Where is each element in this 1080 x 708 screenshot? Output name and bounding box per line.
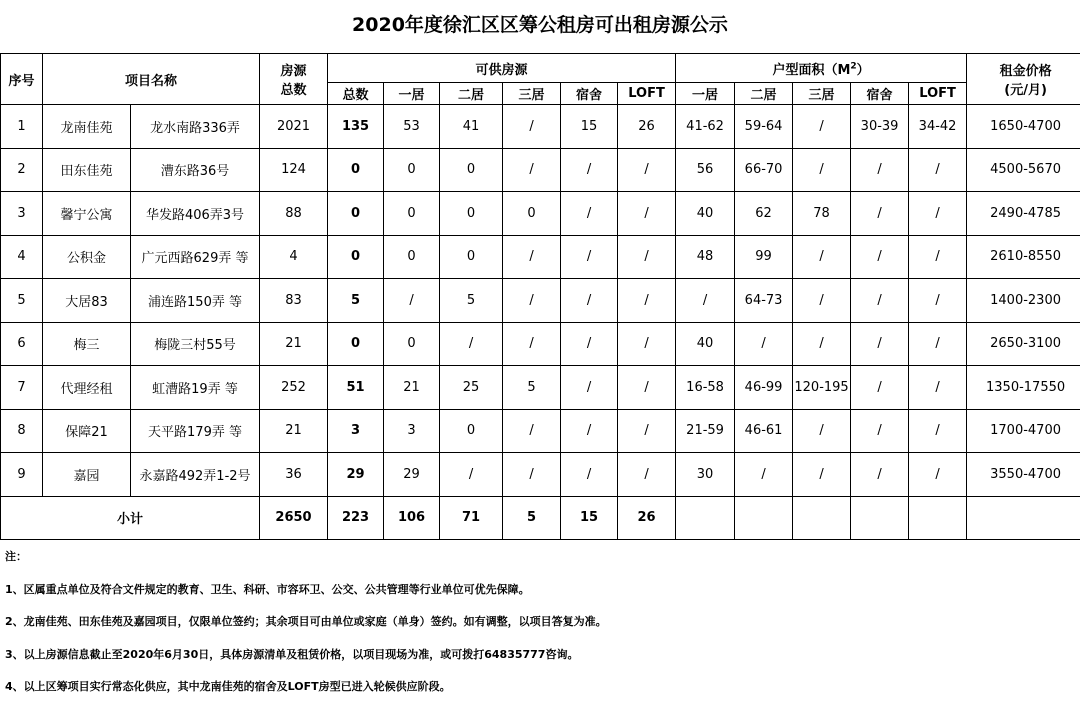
cell-available-total: 0 — [328, 148, 384, 192]
subtotal-label: 小计 — [1, 496, 260, 539]
cell-available-total: 0 — [328, 322, 384, 366]
cell-area-3br: / — [793, 322, 851, 366]
cell-available-loft: / — [618, 453, 676, 497]
cell-seq: 8 — [1, 409, 43, 453]
subtotal-a3: 5 — [503, 496, 561, 539]
cell-area-3br: 120-195 — [793, 366, 851, 410]
subtotal-empty-cell — [851, 496, 909, 539]
sub-header-area-3br: 三居 — [793, 83, 851, 105]
cell-area-2br: 99 — [735, 235, 793, 279]
subtotal-row — [1, 496, 1080, 539]
cell-area-dorm: / — [851, 235, 909, 279]
cell-area-dorm: / — [851, 279, 909, 323]
table-row — [1, 235, 1080, 279]
cell-available-3br: / — [503, 279, 561, 323]
header-area-suffix: ） — [857, 63, 870, 78]
cell-available-dorm: 15 — [561, 105, 618, 149]
cell-project-name: 田东佳苑 — [43, 148, 131, 192]
cell-available-2br: / — [440, 322, 503, 366]
cell-available-total: 51 — [328, 366, 384, 410]
subtotal-empty-cell — [735, 496, 793, 539]
cell-available-3br: / — [503, 105, 561, 149]
cell-available-1br: 29 — [384, 453, 440, 497]
cell-area-dorm: 30-39 — [851, 105, 909, 149]
cell-address: 漕东路36号 — [131, 148, 260, 192]
cell-total: 88 — [260, 192, 328, 236]
cell-rent: 1700-4700 — [967, 409, 1080, 453]
cell-available-1br: 0 — [384, 148, 440, 192]
cell-available-loft: / — [618, 192, 676, 236]
cell-total: 2021 — [260, 105, 328, 149]
cell-available-total: 0 — [328, 235, 384, 279]
cell-area-3br: / — [793, 105, 851, 149]
cell-area-2br: 46-61 — [735, 409, 793, 453]
table-row — [1, 148, 1080, 192]
cell-area-3br: / — [793, 409, 851, 453]
cell-area-1br: 40 — [676, 192, 735, 236]
cell-area-2br: 46-99 — [735, 366, 793, 410]
table-row — [1, 322, 1080, 366]
note-item: 2、龙南佳苑、田东佳苑及嘉园项目，仅限单位签约；其余项目可由单位或家庭（单身）签约。如有调整，以项目答复为准。 — [5, 610, 1075, 643]
table-row — [1, 453, 1080, 497]
cell-area-2br: 64-73 — [735, 279, 793, 323]
cell-project-name: 龙南佳苑 — [43, 105, 131, 149]
subtotal-avail-total: 223 — [328, 496, 384, 539]
cell-available-loft: / — [618, 409, 676, 453]
cell-area-2br: 59-64 — [735, 105, 793, 149]
sub-header-avail-1br: 一居 — [384, 83, 440, 105]
cell-area-loft: / — [909, 235, 967, 279]
cell-available-dorm: / — [561, 148, 618, 192]
table-row — [1, 279, 1080, 323]
cell-total: 124 — [260, 148, 328, 192]
cell-available-total: 29 — [328, 453, 384, 497]
cell-available-dorm: / — [561, 322, 618, 366]
cell-available-3br: / — [503, 322, 561, 366]
cell-available-3br: 5 — [503, 366, 561, 410]
cell-available-dorm: / — [561, 366, 618, 410]
table-row — [1, 366, 1080, 410]
note-item: 1、区属重点单位及符合文件规定的教育、卫生、科研、市容环卫、公交、公共管理等行业单位可优先保障。 — [5, 578, 1075, 611]
cell-area-dorm: / — [851, 148, 909, 192]
cell-area-1br: / — [676, 279, 735, 323]
cell-available-dorm: / — [561, 453, 618, 497]
header-row-1 — [1, 54, 1080, 83]
cell-available-loft: 26 — [618, 105, 676, 149]
cell-address: 天平路179弄 等 — [131, 409, 260, 453]
cell-rent: 2610-8550 — [967, 235, 1080, 279]
cell-available-loft: / — [618, 235, 676, 279]
cell-area-1br: 48 — [676, 235, 735, 279]
cell-available-loft: / — [618, 322, 676, 366]
cell-address: 虹漕路19弄 等 — [131, 366, 260, 410]
header-project-label: 项目名称 — [125, 74, 177, 89]
cell-area-1br: 56 — [676, 148, 735, 192]
cell-total: 83 — [260, 279, 328, 323]
cell-available-1br: 21 — [384, 366, 440, 410]
notes-section — [5, 545, 1075, 708]
cell-seq: 5 — [1, 279, 43, 323]
cell-project-name: 代理经租 — [43, 366, 131, 410]
sub-header-avail-2br: 二居 — [440, 83, 503, 105]
cell-rent: 1400-2300 — [967, 279, 1080, 323]
cell-available-2br: / — [440, 453, 503, 497]
cell-seq: 1 — [1, 105, 43, 149]
notes-heading: 注： — [5, 545, 1075, 578]
cell-available-1br: 0 — [384, 322, 440, 366]
cell-available-loft: / — [618, 366, 676, 410]
header-total-line1: 房源 — [260, 60, 327, 79]
cell-area-3br: / — [793, 279, 851, 323]
cell-area-2br: 66-70 — [735, 148, 793, 192]
subtotal-total: 2650 — [260, 496, 328, 539]
cell-seq: 4 — [1, 235, 43, 279]
cell-available-dorm: / — [561, 192, 618, 236]
cell-total: 21 — [260, 322, 328, 366]
cell-rent: 1650-4700 — [967, 105, 1080, 149]
cell-area-2br: 62 — [735, 192, 793, 236]
cell-area-dorm: / — [851, 192, 909, 236]
cell-total: 21 — [260, 409, 328, 453]
cell-rent: 3550-4700 — [967, 453, 1080, 497]
header-area-sup: 2 — [850, 61, 856, 71]
cell-available-dorm: / — [561, 235, 618, 279]
cell-address: 广元西路629弄 等 — [131, 235, 260, 279]
cell-area-loft: / — [909, 279, 967, 323]
cell-available-1br: 0 — [384, 192, 440, 236]
cell-available-1br: 3 — [384, 409, 440, 453]
cell-available-1br: 0 — [384, 235, 440, 279]
subtotal-aloft: 26 — [618, 496, 676, 539]
sub-header-avail-3br: 三居 — [503, 83, 561, 105]
cell-area-loft: / — [909, 453, 967, 497]
cell-seq: 2 — [1, 148, 43, 192]
cell-area-loft: / — [909, 366, 967, 410]
cell-area-1br: 40 — [676, 322, 735, 366]
cell-area-loft: 34-42 — [909, 105, 967, 149]
note-item: 4、以上区筹项目实行常态化供应，其中龙南佳苑的宿舍及LOFT房型已进入轮候供应阶段。 — [5, 675, 1075, 708]
cell-seq: 7 — [1, 366, 43, 410]
cell-available-total: 5 — [328, 279, 384, 323]
cell-address: 浦连路150弄 等 — [131, 279, 260, 323]
cell-available-3br: / — [503, 235, 561, 279]
housing-table — [0, 53, 1080, 540]
cell-area-loft: / — [909, 409, 967, 453]
cell-seq: 6 — [1, 322, 43, 366]
cell-rent: 4500-5670 — [967, 148, 1080, 192]
header-rent — [967, 54, 1080, 105]
cell-available-2br: 0 — [440, 409, 503, 453]
cell-available-total: 0 — [328, 192, 384, 236]
sub-header-area-dorm: 宿舍 — [851, 83, 909, 105]
cell-available-1br: 53 — [384, 105, 440, 149]
cell-area-3br: 78 — [793, 192, 851, 236]
cell-area-dorm: / — [851, 453, 909, 497]
cell-area-2br: / — [735, 322, 793, 366]
cell-available-2br: 0 — [440, 192, 503, 236]
subtotal-empty-cell — [793, 496, 851, 539]
cell-available-2br: 0 — [440, 148, 503, 192]
cell-area-dorm: / — [851, 366, 909, 410]
header-seq: 序号 — [1, 54, 43, 105]
cell-available-3br: / — [503, 409, 561, 453]
cell-available-3br: 0 — [503, 192, 561, 236]
cell-project-name: 大居83 — [43, 279, 131, 323]
cell-address: 永嘉路492弄1-2号 — [131, 453, 260, 497]
header-area-prefix: 户型面积（M — [772, 63, 850, 78]
table-row — [1, 105, 1080, 149]
subtotal-adorm: 15 — [561, 496, 618, 539]
cell-available-3br: / — [503, 453, 561, 497]
sub-header-avail-loft: LOFT — [618, 83, 676, 105]
cell-address: 梅陇三村55号 — [131, 322, 260, 366]
cell-seq: 9 — [1, 453, 43, 497]
cell-available-loft: / — [618, 148, 676, 192]
header-rent-line2: (元/月) — [967, 79, 1080, 98]
cell-area-2br: / — [735, 453, 793, 497]
header-project — [43, 54, 260, 105]
header-rent-line1: 租金价格 — [967, 60, 1080, 79]
cell-rent: 2490-4785 — [967, 192, 1080, 236]
cell-seq: 3 — [1, 192, 43, 236]
cell-address: 华发路406弄3号 — [131, 192, 260, 236]
cell-area-3br: / — [793, 453, 851, 497]
cell-total: 252 — [260, 366, 328, 410]
cell-available-dorm: / — [561, 409, 618, 453]
header-available: 可供房源 — [328, 54, 676, 83]
cell-area-1br: 16-58 — [676, 366, 735, 410]
cell-area-loft: / — [909, 148, 967, 192]
cell-project-name: 嘉园 — [43, 453, 131, 497]
header-total-line2: 总数 — [260, 79, 327, 98]
cell-area-dorm: / — [851, 322, 909, 366]
page-title: 2020年度徐汇区区筹公租房可出租房源公示 — [0, 10, 1080, 37]
sub-header-area-1br: 一居 — [676, 83, 735, 105]
cell-project-name: 梅三 — [43, 322, 131, 366]
cell-area-dorm: / — [851, 409, 909, 453]
cell-rent: 1350-17550 — [967, 366, 1080, 410]
cell-total: 36 — [260, 453, 328, 497]
cell-address: 龙水南路336弄 — [131, 105, 260, 149]
sub-header-avail-dorm: 宿舍 — [561, 83, 618, 105]
cell-available-2br: 41 — [440, 105, 503, 149]
subtotal-empty-cell — [676, 496, 735, 539]
sub-header-area-2br: 二居 — [735, 83, 793, 105]
cell-available-1br: / — [384, 279, 440, 323]
subtotal-a1: 106 — [384, 496, 440, 539]
cell-area-loft: / — [909, 192, 967, 236]
cell-available-total: 3 — [328, 409, 384, 453]
cell-area-1br: 41-62 — [676, 105, 735, 149]
cell-area-3br: / — [793, 235, 851, 279]
cell-area-3br: / — [793, 148, 851, 192]
cell-area-1br: 21-59 — [676, 409, 735, 453]
table-row — [1, 192, 1080, 236]
cell-project-name: 保障21 — [43, 409, 131, 453]
cell-project-name: 公积金 — [43, 235, 131, 279]
sub-header-area-loft: LOFT — [909, 83, 967, 105]
cell-total: 4 — [260, 235, 328, 279]
table-row — [1, 409, 1080, 453]
header-area — [676, 54, 967, 83]
note-item: 3、以上房源信息截止至2020年6月30日，具体房源清单及租赁价格，以项目现场为准，或可拨打64835777咨询。 — [5, 643, 1075, 676]
cell-available-dorm: / — [561, 279, 618, 323]
cell-available-total: 135 — [328, 105, 384, 149]
subtotal-empty-cell — [967, 496, 1080, 539]
cell-available-3br: / — [503, 148, 561, 192]
cell-project-name: 馨宁公寓 — [43, 192, 131, 236]
subtotal-empty-cell — [909, 496, 967, 539]
subtotal-a2: 71 — [440, 496, 503, 539]
cell-available-2br: 25 — [440, 366, 503, 410]
cell-rent: 2650-3100 — [967, 322, 1080, 366]
cell-available-2br: 0 — [440, 235, 503, 279]
cell-area-1br: 30 — [676, 453, 735, 497]
cell-available-2br: 5 — [440, 279, 503, 323]
cell-available-loft: / — [618, 279, 676, 323]
cell-area-loft: / — [909, 322, 967, 366]
header-total — [260, 54, 328, 105]
sub-header-avail-total: 总数 — [328, 83, 384, 105]
